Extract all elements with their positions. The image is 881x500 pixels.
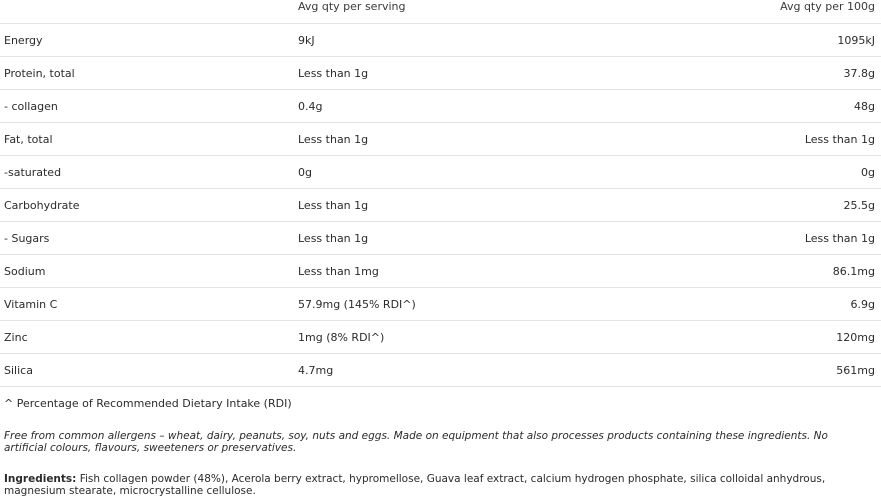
per-100g-value: 561mg (561, 354, 881, 387)
nutrient-name: -saturated (0, 156, 298, 189)
ingredients-text: Fish collagen powder (48%), Acerola berry extract, hypromellose, Guava leaf extract, calcium hydrogen phosphate, silica colloidal anhydrous, magnesium stearate, microcrystalline cellulose. (4, 473, 826, 497)
per-100g-value: 0g (561, 156, 881, 189)
table-row (0, 321, 881, 354)
rdi-footnote: ^ Percentage of Recommended Dietary Intake (RDI) (4, 397, 292, 410)
per-serving-value: Less than 1g (298, 189, 561, 222)
per-serving-value: 0g (298, 156, 561, 189)
per-serving-value: 0.4g (298, 90, 561, 123)
per-100g-value: Less than 1g (561, 222, 881, 255)
header-per-100g: Avg qty per 100g (561, 0, 881, 24)
allergen-statement: Free from common allergens – wheat, dairy, peanuts, soy, nuts and eggs. Made on equipment that also processes products containing these ingredients. No artificial colours, flavours, sweeteners or preservatives. (4, 430, 828, 454)
nutrient-name: Carbohydrate (0, 189, 298, 222)
per-serving-value: 1mg (8% RDI^) (298, 321, 561, 354)
ingredients-label: Ingredients: (4, 473, 77, 485)
nutrient-name: Zinc (0, 321, 298, 354)
ingredients-statement (4, 473, 876, 497)
header-nutrient (0, 0, 298, 24)
per-100g-value: 25.5g (561, 189, 881, 222)
header-per-serving: Avg qty per serving (298, 0, 561, 24)
per-100g-value: 86.1mg (561, 255, 881, 288)
nutrient-name: Silica (0, 354, 298, 387)
table-row (0, 123, 881, 156)
table-row (0, 189, 881, 222)
per-serving-value: 4.7mg (298, 354, 561, 387)
nutrient-name: Energy (0, 24, 298, 57)
per-100g-value: 1095kJ (561, 24, 881, 57)
table-row (0, 90, 881, 123)
per-serving-value: Less than 1mg (298, 255, 561, 288)
nutrient-name: Fat, total (0, 123, 298, 156)
nutrient-name: Vitamin C (0, 288, 298, 321)
per-serving-value: Less than 1g (298, 57, 561, 90)
per-100g-value: Less than 1g (561, 123, 881, 156)
table-row (0, 288, 881, 321)
table-row (0, 354, 881, 387)
table-row (0, 57, 881, 90)
per-serving-value: Less than 1g (298, 222, 561, 255)
per-serving-value: Less than 1g (298, 123, 561, 156)
table-header-row (0, 0, 881, 24)
per-100g-value: 37.8g (561, 57, 881, 90)
nutrient-name: - collagen (0, 90, 298, 123)
nutrient-name: - Sugars (0, 222, 298, 255)
per-100g-value: 120mg (561, 321, 881, 354)
per-serving-value: 9kJ (298, 24, 561, 57)
nutrient-name: Protein, total (0, 57, 298, 90)
table-row (0, 255, 881, 288)
table-row (0, 222, 881, 255)
table-row (0, 24, 881, 57)
per-serving-value: 57.9mg (145% RDI^) (298, 288, 561, 321)
per-100g-value: 6.9g (561, 288, 881, 321)
per-100g-value: 48g (561, 90, 881, 123)
nutrient-name: Sodium (0, 255, 298, 288)
table-row (0, 156, 881, 189)
